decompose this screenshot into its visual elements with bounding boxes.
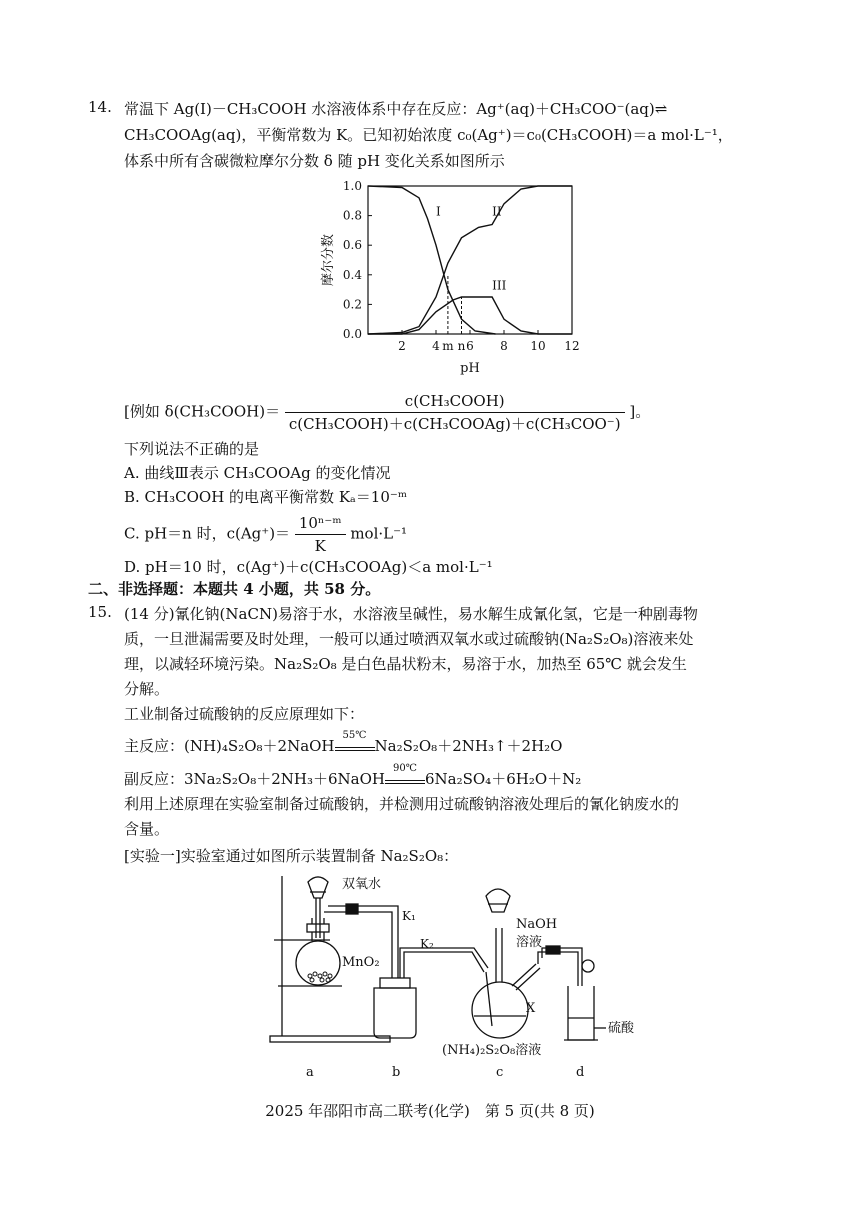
label-k1: K₁ [402, 909, 416, 923]
label-x: X [526, 1001, 536, 1016]
example-denominator: c(CH₃COOH)＋c(CH₃COOAg)＋c(CH₃COO⁻) [288, 415, 621, 433]
label-naoh-solution: 溶液 [516, 935, 543, 950]
y-tick-label: 0.6 [342, 238, 362, 253]
main-reaction-arrow [335, 730, 375, 751]
mole-fraction-chart [300, 170, 600, 385]
option-c-numerator: 10ⁿ⁻ᵐ [295, 512, 346, 535]
q14-line3: 体系中所有含碳微粒摩尔分数 δ 随 pH 变化关系如图所示 [124, 152, 505, 170]
x-tick-label: 2 [398, 339, 406, 353]
series-label-II: II [492, 204, 502, 219]
q14-option-c [124, 512, 407, 557]
example-suffix: ]。 [629, 402, 651, 421]
q15-line4: 分解。 [124, 680, 170, 698]
label-sulfuric-acid: 硫酸 [608, 1021, 635, 1036]
side-reaction-condition: 90℃ [393, 763, 417, 774]
label-h2o2: 双氧水 [342, 877, 382, 892]
series-label-III: III [492, 278, 507, 293]
q14-line1: 常温下 Ag(I)－CH₃COOH 水溶液体系中存在反应：Ag⁺(aq)＋CH₃COO⁻(aq)⇌ [124, 100, 668, 118]
x-tick-label: 4 [432, 339, 440, 353]
side-reaction [124, 763, 582, 790]
q15-line2: 质，一旦泄漏需要及时处理，一般可以通过喷洒双氧水或过硫酸钠(Na₂S₂O₈)溶液来处 [124, 630, 694, 648]
cylinder-d [564, 986, 598, 1040]
option-c-prefix: C. pH＝n 时，c(Ag⁺)＝ [124, 524, 291, 543]
q15-number: 15. [88, 603, 112, 621]
option-c-suffix: mol·L⁻¹ [350, 524, 408, 543]
x-tick-label: 8 [500, 339, 508, 353]
y-tick-label: 0.0 [342, 327, 362, 341]
y-tick-label: 0.4 [342, 267, 362, 282]
label-k2: K₂ [420, 937, 434, 951]
q14-question: 下列说法不正确的是 [124, 440, 260, 458]
q15-line9: 含量。 [124, 820, 170, 838]
x-axis-label: pH [460, 361, 480, 376]
main-reaction [124, 730, 563, 757]
option-c-fraction [295, 512, 346, 557]
main-reaction-right: Na₂S₂O₈＋2NH₃↑＋2H₂O [374, 737, 563, 755]
main-reaction-condition: 55℃ [342, 730, 367, 741]
x-marker-label: n [457, 339, 466, 353]
x-tick-label: 10 [530, 339, 546, 353]
flask-a [296, 918, 340, 985]
plot-frame [368, 186, 572, 334]
series-label-I: I [436, 204, 441, 219]
side-reaction-arrow [385, 763, 425, 784]
tube-c-d [538, 946, 594, 986]
q15-line3: 理，以减轻环境污染。Na₂S₂O₈ 是白色晶状粉末，易溶于水，加热至 65℃ 就会发生 [124, 655, 687, 673]
series-line-II [368, 186, 572, 334]
label-c: c [496, 1065, 504, 1080]
q14-example [124, 390, 650, 435]
q14-option-b: B. CH₃COOH 的电离平衡常数 Kₐ＝10⁻ᵐ [124, 488, 408, 506]
label-mno2: MnO₂ [342, 955, 380, 970]
example-fraction [285, 390, 625, 435]
q15-line8: 利用上述原理在实验室制备过硫酸钠，并检测用过硫酸钠溶液处理后的氰化钠废水的 [124, 795, 680, 813]
q14-option-a: A. 曲线Ⅲ表示 CH₃COOAg 的变化情况 [124, 464, 391, 482]
q14-number: 14. [88, 98, 112, 116]
x-tick-label: 6 [466, 339, 474, 353]
y-axis-label: 摩尔分数 [321, 233, 336, 287]
page-footer: 2025 年邵阳市高二联考(化学) 第 5 页(共 8 页) [265, 1102, 595, 1120]
section-2-heading: 二、非选择题：本题共 4 小题，共 58 分。 [88, 580, 381, 598]
example-numerator: c(CH₃COOH) [285, 390, 625, 413]
side-reaction-right: 6Na₂SO₄＋6H₂O＋N₂ [424, 770, 582, 788]
q15-line5: 工业制备过硫酸钠的反应原理如下： [124, 705, 365, 723]
label-naoh: NaOH [516, 917, 558, 932]
label-d: d [576, 1065, 585, 1080]
y-tick-label: 1.0 [342, 179, 362, 193]
q14-option-d: D. pH＝10 时，c(Ag⁺)＋c(CH₃COOAg)＜a mol·L⁻¹ [124, 558, 493, 576]
q15-line1: (14 分)氰化钠(NaCN)易溶于水，水溶液呈碱性，易水解生成氰化氢，它是一种剧毒物 [124, 605, 698, 623]
side-reaction-left: 副反应：3Na₂S₂O₈＋2NH₃＋6NaOH [124, 770, 385, 788]
label-b: b [392, 1065, 401, 1080]
y-tick-label: 0.2 [342, 297, 362, 312]
apparatus-diagram [250, 868, 635, 1088]
x-marker-label: m [442, 339, 454, 353]
label-ammonium-persulfate: (NH₄)₂S₂O₈溶液 [442, 1043, 542, 1058]
series-line-III [368, 297, 572, 334]
y-tick-label: 0.8 [342, 208, 362, 223]
example-prefix: [例如 δ(CH₃COOH)＝ [124, 402, 281, 421]
x-tick-label: 12 [564, 339, 580, 353]
bottle-b [374, 948, 488, 1038]
option-c-denominator: K [314, 537, 326, 555]
label-a: a [306, 1065, 314, 1080]
q15-line10: [实验一]实验室通过如图所示装置制备 Na₂S₂O₈： [124, 847, 459, 865]
series-line-I [368, 186, 496, 334]
main-reaction-left: 主反应：(NH)₄S₂O₈＋2NaOH [124, 737, 335, 755]
q14-line2: CH₃COOAg(aq)，平衡常数为 K。已知初始浓度 c₀(Ag⁺)＝c₀(CH₃COOH)＝a mol·L⁻¹， [124, 126, 733, 144]
